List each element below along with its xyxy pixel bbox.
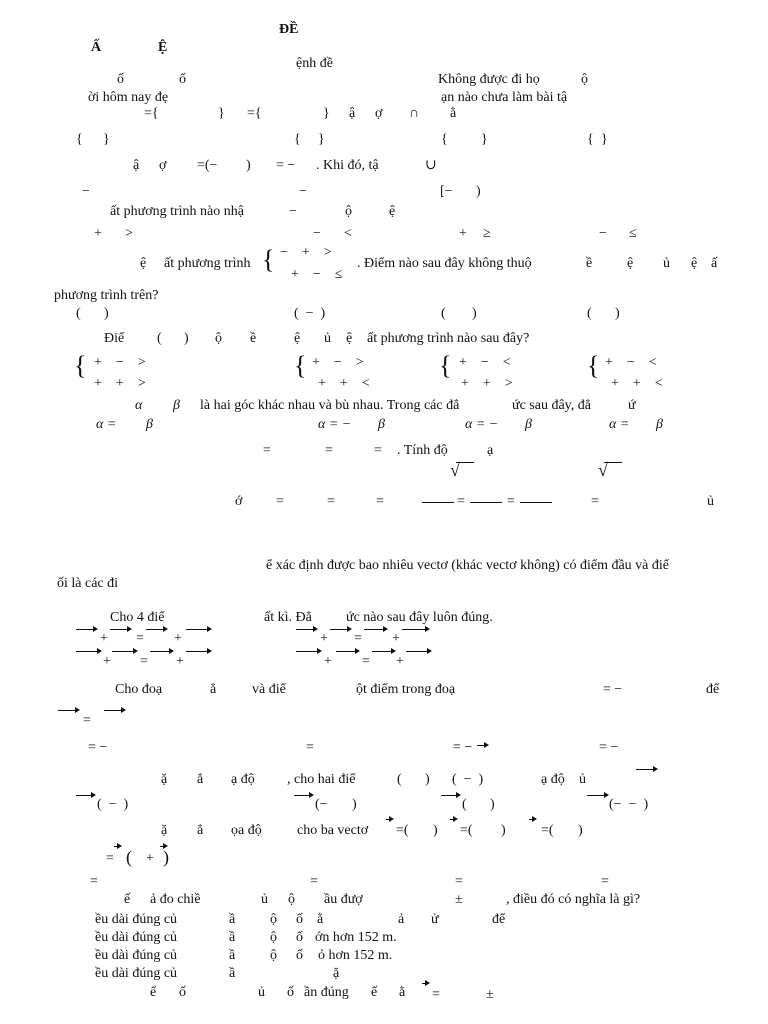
- math-fragment: + + >: [461, 376, 513, 391]
- text-fragment: ố: [296, 948, 303, 963]
- text-fragment: Cho 4 điể: [110, 610, 165, 625]
- math-fragment: ): [352, 797, 357, 812]
- vector-arrow: [114, 843, 122, 851]
- math-fragment: =: [591, 494, 599, 509]
- text-fragment: ả đo chiề: [150, 892, 201, 907]
- text-fragment: ối là các đi: [57, 576, 119, 591]
- system-brace: {: [74, 351, 87, 380]
- text-fragment: ộ: [345, 204, 352, 219]
- math-fragment: ): [490, 797, 495, 812]
- math-fragment: (: [397, 772, 402, 787]
- text-fragment: ệ: [389, 204, 396, 219]
- vector-arrow: [529, 816, 537, 824]
- text-fragment: ạn nào chưa làm bài tậ: [441, 90, 568, 105]
- text-fragment: Không được đi họ: [438, 72, 540, 87]
- text-fragment: ằ: [450, 106, 457, 121]
- math-fragment: + − >: [312, 355, 364, 370]
- math-fragment: + − <: [459, 355, 511, 370]
- math-fragment: −: [82, 184, 90, 199]
- text-fragment: ầu đượ: [324, 892, 363, 907]
- math-fragment: β: [656, 417, 663, 432]
- text-fragment: , cho hai điể: [287, 772, 356, 787]
- math-fragment: +: [320, 631, 328, 646]
- math-fragment: +: [146, 851, 154, 866]
- fraction-bar: [422, 502, 454, 503]
- text-fragment: ặ: [161, 772, 168, 787]
- math-fragment: {: [441, 132, 448, 147]
- text-fragment: là hai góc khác nhau và bù nhau. Trong các đẳ: [200, 398, 460, 413]
- text-fragment: ề: [586, 256, 593, 271]
- vector-arrow: [636, 766, 658, 774]
- vector-arrow: [186, 626, 212, 634]
- text-fragment: ẳ: [197, 772, 204, 787]
- vector-arrow: [110, 626, 132, 634]
- math-fragment: = −: [599, 740, 619, 755]
- math-fragment: + + <: [611, 376, 663, 391]
- text-fragment: ế: [124, 892, 131, 907]
- math-fragment: β: [378, 417, 385, 432]
- vector-arrow: [76, 648, 102, 656]
- math-fragment: (: [587, 306, 592, 321]
- text-fragment: ức nào sau đây luôn đúng.: [346, 610, 493, 625]
- text-fragment: ế: [371, 985, 378, 1000]
- text-fragment: ộ: [215, 331, 222, 346]
- math-fragment: + − ≤: [291, 267, 343, 282]
- text-fragment: ẳ: [197, 823, 204, 838]
- sqrt-symbol: [452, 462, 474, 480]
- math-fragment: ≤: [629, 226, 637, 241]
- math-fragment: =: [601, 874, 609, 889]
- math-fragment: =: [327, 494, 335, 509]
- math-fragment: =: [263, 443, 271, 458]
- text-fragment: ạ độ: [231, 772, 255, 787]
- math-fragment: =(: [396, 823, 409, 838]
- vector-arrow: [58, 707, 80, 715]
- text-fragment: ệ: [294, 331, 301, 346]
- math-fragment: ): [425, 772, 430, 787]
- math-fragment: (: [157, 331, 162, 346]
- math-fragment: =: [306, 740, 314, 755]
- text-fragment: ủ: [261, 892, 268, 907]
- math-fragment: +: [174, 631, 182, 646]
- text-fragment: ố: [287, 985, 294, 1000]
- math-fragment: ): [472, 306, 477, 321]
- text-fragment: ử: [431, 912, 439, 927]
- text-fragment: ố: [296, 930, 303, 945]
- text-fragment: ề: [250, 331, 257, 346]
- math-fragment: + − >: [94, 355, 146, 370]
- text-fragment: ộ: [288, 892, 295, 907]
- math-fragment: =: [374, 443, 382, 458]
- vector-arrow: [336, 648, 360, 656]
- math-fragment: ±: [486, 987, 494, 1002]
- section-heading: Ấ: [91, 40, 102, 55]
- math-fragment: (: [441, 306, 446, 321]
- math-fragment: =: [432, 987, 440, 1002]
- math-fragment: }: [103, 132, 110, 147]
- math-fragment: =: [455, 874, 463, 889]
- math-fragment: ): [615, 306, 620, 321]
- math-fragment: −: [313, 226, 321, 241]
- text-fragment: ớn hơn 152 m.: [315, 930, 397, 945]
- math-fragment: ( − ): [452, 772, 484, 787]
- math-fragment: − + >: [280, 245, 332, 260]
- text-fragment: ậ: [133, 158, 140, 173]
- text-fragment: ệnh đề: [296, 56, 333, 71]
- text-fragment: phương trình trên?: [54, 288, 159, 303]
- system-brace: {: [294, 351, 307, 380]
- math-fragment: ): [501, 823, 506, 838]
- text-fragment: ệ: [346, 331, 353, 346]
- text-fragment: để: [492, 912, 506, 927]
- text-fragment: ộ: [270, 930, 277, 945]
- text-fragment: ể xác định được bao nhiêu vectơ (khác vectơ không) có điểm đầu và điể: [266, 558, 669, 573]
- math-fragment: (: [462, 797, 467, 812]
- fraction-bar: [520, 502, 552, 503]
- vector-arrow: [112, 648, 138, 656]
- math-fragment: −: [299, 184, 307, 199]
- answer-option: ều dài đúng củ: [95, 930, 178, 945]
- math-fragment: ): [246, 158, 251, 173]
- text-fragment: ố: [117, 72, 124, 87]
- text-fragment: ất kì. Đẳ: [264, 610, 312, 625]
- math-fragment: ): [433, 823, 438, 838]
- text-fragment: ầ: [229, 948, 236, 963]
- text-fragment: Điể: [104, 331, 125, 346]
- math-fragment: +: [392, 631, 400, 646]
- text-fragment: ầ: [229, 912, 236, 927]
- answer-option: ều dài đúng củ: [95, 948, 178, 963]
- text-fragment: ằ: [317, 912, 324, 927]
- page-title: ĐỀ: [279, 22, 299, 37]
- math-fragment: {: [294, 132, 301, 147]
- text-fragment: ạ độ: [541, 772, 565, 787]
- text-fragment: ằ: [399, 985, 406, 1000]
- text-fragment: ợ: [159, 158, 167, 173]
- math-fragment: [−: [440, 184, 453, 199]
- math-fragment: α = −: [465, 417, 499, 432]
- math-fragment: β: [146, 417, 153, 432]
- text-fragment: ợ: [375, 106, 383, 121]
- fraction-bar: [470, 502, 502, 503]
- math-fragment: =: [507, 494, 515, 509]
- math-fragment: +: [324, 654, 332, 669]
- vector-arrow: [76, 792, 96, 800]
- text-fragment: ế: [150, 985, 157, 1000]
- text-fragment: ọa độ: [231, 823, 262, 838]
- answer-option: ều dài đúng củ: [95, 966, 178, 981]
- vector-arrow: [296, 626, 318, 634]
- vector-arrow: [587, 792, 609, 800]
- text-fragment: ố: [179, 72, 186, 87]
- text-fragment: ặ: [333, 966, 340, 981]
- math-fragment: }: [323, 106, 330, 121]
- math-fragment: = −: [603, 682, 623, 697]
- math-fragment: ∪: [425, 158, 437, 173]
- math-fragment: ≥: [483, 226, 491, 241]
- math-fragment: + + <: [318, 376, 370, 391]
- math-fragment: = −: [453, 740, 473, 755]
- text-fragment: ứ: [628, 398, 636, 413]
- text-fragment: ấ: [711, 256, 718, 271]
- math-fragment: ={: [144, 106, 159, 121]
- minus-bar: [422, 980, 430, 988]
- math-fragment: α =: [609, 417, 630, 432]
- vector-arrow: [76, 626, 98, 634]
- math-fragment: + + >: [94, 376, 146, 391]
- math-fragment: <: [344, 226, 352, 241]
- text-fragment: ậ: [349, 106, 356, 121]
- text-fragment: . Khi đó, tậ: [316, 158, 379, 173]
- math-fragment: +: [176, 654, 184, 669]
- vector-arrow: [441, 792, 461, 800]
- vector-arrow: [330, 626, 352, 634]
- math-fragment: ): [104, 306, 109, 321]
- math-fragment: ( − ): [97, 797, 129, 812]
- vector-arrow: [450, 816, 458, 824]
- text-fragment: ệ: [691, 256, 698, 271]
- math-fragment: =: [310, 874, 318, 889]
- text-fragment: và điể: [252, 682, 286, 697]
- math-fragment: =(: [541, 823, 554, 838]
- math-fragment: =: [354, 631, 362, 646]
- math-fragment: ): [578, 823, 583, 838]
- math-fragment: =: [83, 713, 91, 728]
- math-fragment: −: [599, 226, 607, 241]
- math-fragment: =: [106, 851, 114, 866]
- text-fragment: ủ: [579, 772, 586, 787]
- text-fragment: ỏ hơn 152 m.: [318, 948, 393, 963]
- text-fragment: , điều đó có nghĩa là gì?: [506, 892, 641, 907]
- math-fragment: ): [163, 847, 169, 867]
- answer-option: ều dài đúng củ: [95, 912, 178, 927]
- math-fragment: }: [318, 132, 325, 147]
- text-fragment: để: [706, 682, 720, 697]
- math-fragment: + − <: [605, 355, 657, 370]
- system-brace: {: [262, 245, 275, 274]
- vector-arrow: [296, 648, 322, 656]
- math-fragment: =: [325, 443, 333, 458]
- math-fragment: β: [173, 398, 180, 413]
- math-fragment: =: [362, 654, 370, 669]
- text-fragment: ệ: [627, 256, 634, 271]
- text-fragment: ố: [179, 985, 186, 1000]
- text-fragment: . Tính độ: [397, 443, 448, 458]
- vector-arrow: [402, 626, 430, 634]
- text-fragment: ủ: [324, 331, 331, 346]
- vector-arrow: [386, 816, 394, 824]
- section-heading: Ệ: [158, 40, 168, 55]
- math-fragment: =(: [460, 823, 473, 838]
- vector-arrow: [146, 626, 168, 634]
- text-fragment: ộ: [581, 72, 588, 87]
- math-fragment: }: [601, 132, 608, 147]
- math-fragment: >: [125, 226, 133, 241]
- text-fragment: ệ: [140, 256, 147, 271]
- system-brace: {: [587, 351, 600, 380]
- math-fragment: +: [459, 226, 467, 241]
- math-fragment: }: [218, 106, 225, 121]
- math-fragment: (−: [315, 797, 328, 812]
- text-fragment: ủ: [663, 256, 670, 271]
- vector-arrow: [364, 626, 388, 634]
- math-fragment: =: [136, 631, 144, 646]
- text-fragment: ộ: [270, 912, 277, 927]
- math-fragment: α =: [96, 417, 117, 432]
- vector-arrow: [372, 648, 396, 656]
- text-fragment: ời hôm nay đẹ: [88, 90, 169, 105]
- text-fragment: ất phương trình nào nhậ: [110, 204, 244, 219]
- vector-arrow: [186, 648, 212, 656]
- math-fragment: (: [76, 306, 81, 321]
- text-fragment: ẳ: [210, 682, 217, 697]
- text-fragment: ạ: [487, 443, 494, 458]
- math-fragment: {: [76, 132, 83, 147]
- text-fragment: ần đúng: [304, 985, 349, 1000]
- text-fragment: ủ: [258, 985, 265, 1000]
- text-fragment: ất phương trình nào sau đây?: [367, 331, 530, 346]
- text-fragment: cho ba vectơ: [297, 823, 369, 838]
- math-fragment: +: [100, 631, 108, 646]
- math-fragment: = −: [276, 158, 296, 173]
- text-fragment: ủ: [707, 494, 714, 509]
- math-fragment: ): [184, 331, 189, 346]
- vector-arrow: [150, 648, 174, 656]
- text-fragment: ặ: [161, 823, 168, 838]
- math-fragment: (: [126, 847, 132, 867]
- math-fragment: ): [476, 184, 481, 199]
- minus-bar: [477, 742, 489, 750]
- math-fragment: =: [140, 654, 148, 669]
- text-fragment: ố: [296, 912, 303, 927]
- math-fragment: ={: [247, 106, 262, 121]
- text-fragment: ầ: [229, 930, 236, 945]
- text-fragment: Cho đoạ: [115, 682, 163, 697]
- math-fragment: +: [94, 226, 102, 241]
- text-fragment: ớ: [235, 494, 243, 509]
- math-fragment: α = −: [318, 417, 352, 432]
- math-fragment: (− − ): [609, 797, 649, 812]
- text-fragment: ộ: [270, 948, 277, 963]
- math-fragment: {: [587, 132, 594, 147]
- math-fragment: +: [103, 654, 111, 669]
- vector-arrow: [294, 792, 314, 800]
- math-fragment: =: [376, 494, 384, 509]
- sqrt-symbol: [600, 462, 622, 480]
- math-fragment: =: [90, 874, 98, 889]
- vector-arrow: [406, 648, 432, 656]
- text-fragment: ả: [398, 912, 405, 927]
- text-fragment: ầ: [229, 966, 236, 981]
- math-fragment: ( − ): [294, 306, 326, 321]
- text-fragment: ất phương trình: [164, 256, 251, 271]
- math-fragment: −: [289, 204, 297, 219]
- math-fragment: =(−: [197, 158, 218, 173]
- math-fragment: β: [525, 417, 532, 432]
- math-fragment: }: [481, 132, 488, 147]
- text-fragment: ức sau đây, đẳ: [512, 398, 591, 413]
- math-fragment: =: [457, 494, 465, 509]
- system-brace: {: [439, 351, 452, 380]
- text-fragment: ột điểm trong đoạ: [356, 682, 456, 697]
- vector-arrow: [104, 707, 126, 715]
- math-fragment: =: [276, 494, 284, 509]
- text-fragment: . Điểm nào sau đây không thuộ: [357, 256, 532, 271]
- math-fragment: ∩: [409, 106, 420, 121]
- math-fragment: ±: [455, 892, 463, 907]
- math-fragment: = −: [88, 740, 108, 755]
- math-fragment: α: [135, 398, 143, 413]
- math-fragment: +: [396, 654, 404, 669]
